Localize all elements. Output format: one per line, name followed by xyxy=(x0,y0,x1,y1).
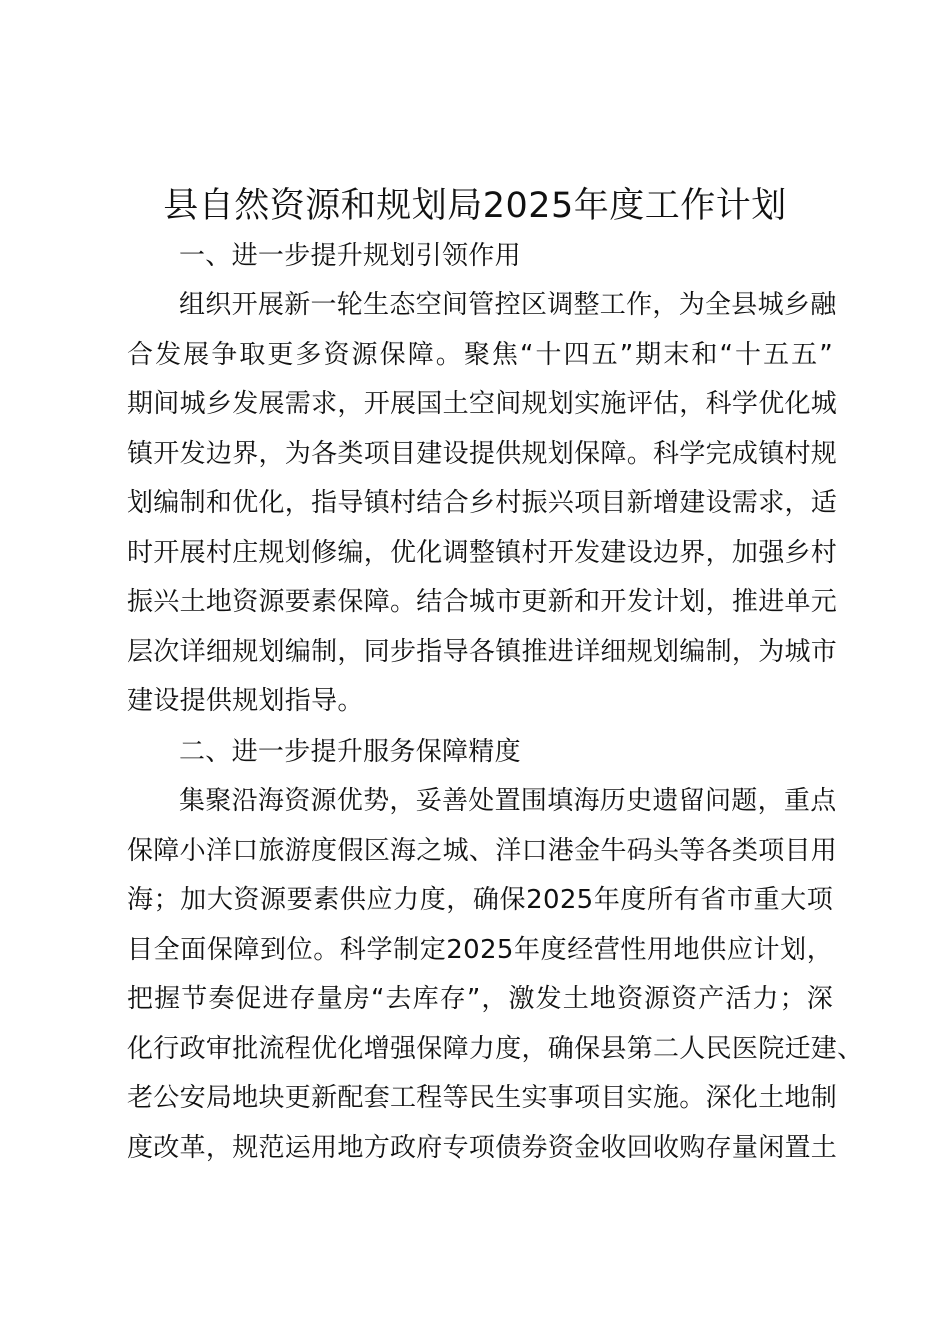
section-2-line: 目全面保障到位。科学制定2025年度经营性用地供应计划， xyxy=(127,934,833,965)
section-1-line: 合发展争取更多资源保障。聚焦“十四五”期末和“十五五” xyxy=(127,339,833,370)
section-2-line: 保障小洋口旅游度假区海之城、洋口港金牛码头等各类项目用 xyxy=(127,835,838,866)
section-1-line: 镇开发边界，为各类项目建设提供规划保障。科学完成镇村规 xyxy=(127,438,838,469)
section-2-line: 海；加大资源要素供应力度，确保2025年度所有省市重大项 xyxy=(127,885,833,915)
section-2-line: 把握节奏促进存量房“去库存”，激发土地资源资产活力；深 xyxy=(127,984,833,1014)
section-2-line: 老公安局地块更新配套工程等民生实事项目实施。深化土地制 xyxy=(127,1083,838,1113)
section-1-line: 振兴土地资源要素保障。结合城市更新和开发计划，推进单元 xyxy=(127,587,838,617)
section-1-line: 建设提供规划指导。 xyxy=(127,686,364,716)
section-1-line: 划编制和优化，指导镇村结合乡村振兴项目新增建设需求，适 xyxy=(127,488,838,518)
section-2-heading: 二、进一步提升服务保障精度 xyxy=(179,737,521,767)
section-2-line: 度改革，规范运用地方政府专项债券资金收回收购存量闲置土 xyxy=(127,1132,838,1163)
section-1-body xyxy=(127,281,838,727)
section-1-heading: 一、进一步提升规划引领作用 xyxy=(179,241,521,271)
section-2-body xyxy=(127,777,864,1173)
section-1-line: 组织开展新一轮生态空间管控区调整工作，为全县城乡融 xyxy=(179,290,837,320)
section-1-line: 时开展村庄规划修编，优化调整镇村开发建设边界，加强乡村 xyxy=(127,537,838,568)
section-2-line: 集聚沿海资源优势，妥善处置围填海历史遗留问题，重点 xyxy=(179,786,837,816)
section-2-line: 化行政审批流程优化增强保障力度，确保县第二人民医院迁建、 xyxy=(127,1033,864,1064)
section-1-line: 期间城乡发展需求，开展国土空间规划实施评估，科学优化城 xyxy=(127,389,838,419)
section-1-line: 层次详细规划编制，同步指导各镇推进详细规划编制，为城市 xyxy=(127,636,838,667)
document-title: 县自然资源和规划局2025年度工作计划 xyxy=(163,186,787,226)
